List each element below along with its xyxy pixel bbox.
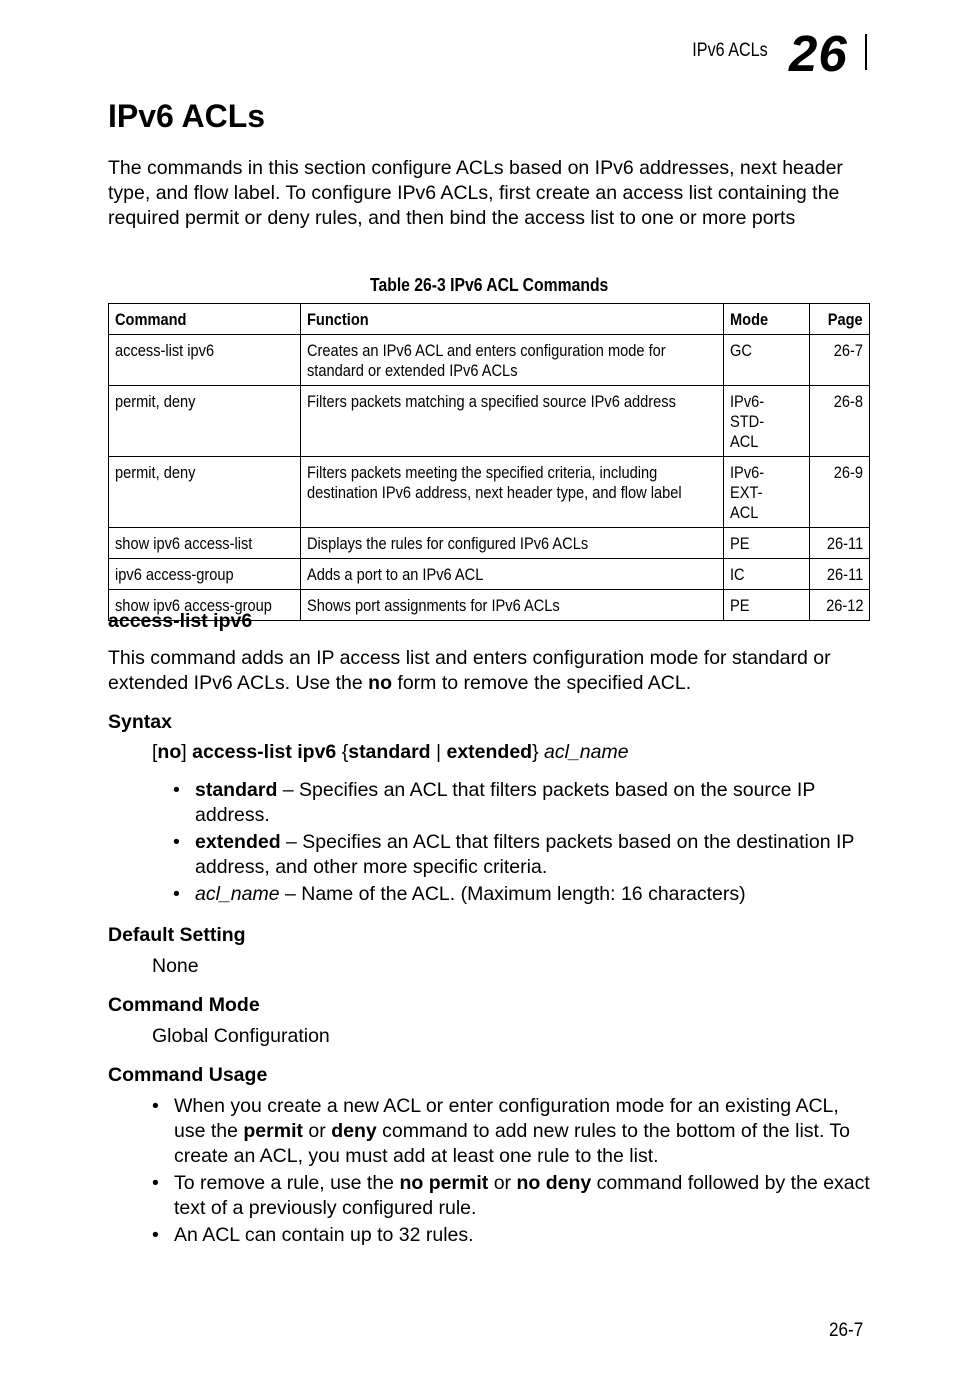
list-item: • When you create a new ACL or enter configuration mode for an existing ACL, use the permit or deny command to add new rules to the bottom of the list. To create an ACL, you must add at least one rule to the list.: [152, 1094, 872, 1169]
cell-mode: GC: [724, 335, 810, 386]
cell-function: Filters packets meeting the specified criteria, including destination IPv6 address, next header type, and flow label: [300, 457, 723, 528]
usage-list: [152, 1094, 872, 1250]
cell-command: permit, deny: [109, 386, 301, 457]
cell-page: 26-9: [810, 457, 870, 528]
header-rule: [865, 34, 867, 70]
cell-page: 26-11: [810, 559, 870, 590]
cell-mode: IPv6-STD-ACL: [724, 386, 810, 457]
default-setting-value: None: [152, 955, 199, 977]
table-row: [109, 559, 870, 590]
cell-function: Creates an IPv6 ACL and enters configuration mode for standard or extended IPv6 ACLs: [300, 335, 723, 386]
parameter-list: [173, 778, 873, 909]
command-mode-value: Global Configuration: [152, 1025, 330, 1047]
syntax-line: [no] access-list ipv6 {standard | extended} acl_name: [152, 741, 629, 763]
cell-mode: PE: [724, 528, 810, 559]
page-number: 26-7: [829, 1320, 864, 1341]
table-caption: Table 26-3 IPv6 ACL Commands: [369, 274, 609, 295]
command-heading: access-list ipv6: [108, 610, 253, 632]
cell-function: Shows port assignments for IPv6 ACLs: [300, 590, 723, 621]
cell-command: ipv6 access-group: [109, 559, 301, 590]
header-page: Page: [810, 304, 870, 335]
cell-function: Filters packets matching a specified source IPv6 address: [300, 386, 723, 457]
table-row: [109, 335, 870, 386]
list-item: • An ACL can contain up to 32 rules.: [152, 1223, 872, 1248]
cell-command: show ipv6 access-group: [109, 590, 301, 621]
cell-command: access-list ipv6: [109, 335, 301, 386]
cell-function: Displays the rules for configured IPv6 ACLs: [300, 528, 723, 559]
cell-function: Adds a port to an IPv6 ACL: [300, 559, 723, 590]
table-row: [109, 386, 870, 457]
header-mode: Mode: [724, 304, 810, 335]
header-command: Command: [109, 304, 301, 335]
cell-mode: IPv6-EXT-ACL: [724, 457, 810, 528]
cell-page: 26-7: [810, 335, 870, 386]
cell-mode: PE: [724, 590, 810, 621]
header-function: Function: [300, 304, 723, 335]
cell-page: 26-12: [810, 590, 870, 621]
default-setting-heading: Default Setting: [108, 924, 246, 946]
table-header-row: [109, 304, 870, 335]
list-item: • acl_name – Name of the ACL. (Maximum length: 16 characters): [173, 882, 873, 907]
table-row: [109, 528, 870, 559]
list-item: • extended – Specifies an ACL that filters packets based on the destination IP address, and other more specific criteria.: [173, 830, 873, 880]
cell-page: 26-11: [810, 528, 870, 559]
chapter-number: 26: [789, 25, 848, 82]
table-row: [109, 457, 870, 528]
cell-command: show ipv6 access-list: [109, 528, 301, 559]
page-title: IPv6 ACLs: [108, 98, 266, 134]
cell-mode: IC: [724, 559, 810, 590]
commands-table: [108, 303, 870, 621]
intro-paragraph: The commands in this section configure ACLs based on IPv6 addresses, next header type, and flow label. To configure IPv6 ACLs, first create an access list containing the required permit or deny rules, and then bind the access list to one or more ports: [108, 157, 843, 229]
syntax-heading: Syntax: [108, 711, 172, 733]
command-mode-heading: Command Mode: [108, 994, 260, 1016]
command-usage-heading: Command Usage: [108, 1064, 268, 1086]
list-item: • To remove a rule, use the no permit or no deny command followed by the exact text of a previously configured rule.: [152, 1171, 872, 1221]
running-header-label: IPv6 ACLs: [692, 40, 768, 61]
command-description: This command adds an IP access list and enters configuration mode for standard or extended IPv6 ACLs. Use the no form to remove the specified ACL.: [108, 647, 831, 694]
list-item: • standard – Specifies an ACL that filters packets based on the source IP address.: [173, 778, 873, 828]
cell-command: permit, deny: [109, 457, 301, 528]
cell-page: 26-8: [810, 386, 870, 457]
